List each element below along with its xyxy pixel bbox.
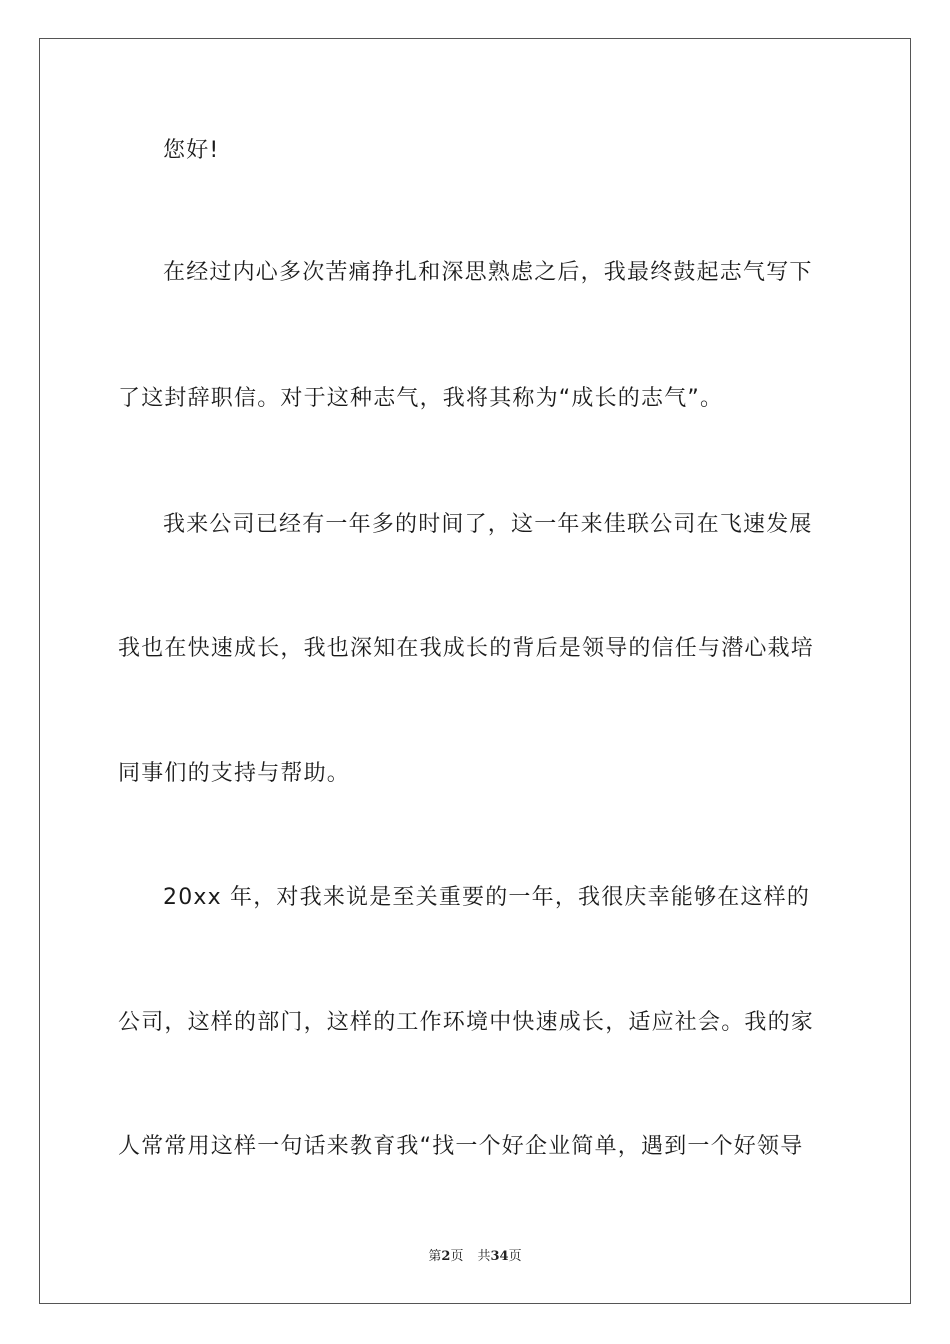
paragraph-1-line-1: 在经过内心多次苦痛挣扎和深思熟虑之后，我最终鼓起志气写下 [163,260,813,285]
paragraph-2-line-3: 同事们的支持与帮助。 [118,761,351,786]
paragraph-3-line-2: 公司，这样的部门，这样的工作环境中快速成长，适应社会。我的家 [118,1010,815,1035]
footer-page-prefix: 第 [428,1249,442,1264]
paragraph-3-line-3: 人常常用这样一句话来教育我“找一个好企业简单，遇到一个好领导 [118,1134,804,1159]
greeting-line: 您好! [163,138,220,163]
page-footer [0,1248,950,1266]
footer-page-current: 2 [441,1249,451,1264]
footer-total-suffix: 页 [508,1249,522,1264]
footer-page-suffix: 页 [450,1249,464,1264]
footer-total-prefix: 共 [477,1249,491,1264]
paragraph-2-line-2: 我也在快速成长，我也深知在我成长的背后是领导的信任与潜心栽培 [118,636,815,661]
paragraph-2-line-1: 我来公司已经有一年多的时间了，这一年来佳联公司在飞速发展 [163,512,813,537]
page-border [39,38,911,1304]
paragraph-3-line-1: 20xx 年，对我来说是至关重要的一年，我很庆幸能够在这样的 [163,885,811,910]
paragraph-1-line-2: 了这封辞职信。对于这种志气，我将其称为“成长的志气”。 [118,386,724,411]
footer-page-total: 34 [490,1249,509,1264]
